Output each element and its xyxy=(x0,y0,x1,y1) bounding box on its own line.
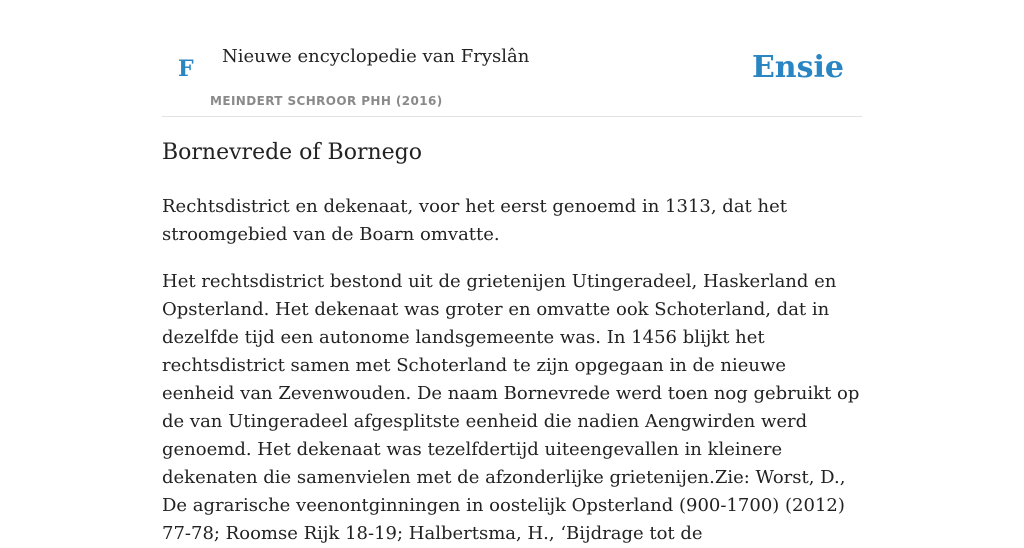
article xyxy=(162,140,862,548)
article-paragraph: Rechtsdistrict en dekenaat, voor het eerst genoemd in 1313, dat het stroomgebied van de Boarn omvatte. xyxy=(162,196,787,245)
source-logo-icon[interactable]: F xyxy=(178,56,194,82)
source-author: MEINDERT SCHROOR PHH (2016) xyxy=(210,94,443,108)
article-title: Bornevrede of Bornego xyxy=(162,140,423,165)
brand-logo-link[interactable]: Ensie xyxy=(751,50,844,85)
article-paragraph: Het rechtsdistrict bestond uit de grietenijen Utingeradeel, Haskerland en Opsterland. Het dekenaat was groter en omvatte ook Schoterland, dat in dezelfde tijd een autonome landsgemeente was. In 1456 blijkt het rechtsdistrict samen met Schoterland te zijn opgegaan in de nieuwe eenheid van Zevenwouden. De naam Bornevrede werd toen nog gebruikt op de van Utingeradeel afgesplitste eenheid die nadien Aengwirden werd genoemd. Het dekenaat was tezelfdertijd uiteengevallen in kleinere dekenaten die samenvielen met de afzonderlijke grietenijen.Zie: Worst, D., De agrarische veenontginningen in oostelijk Opsterland (900-1700) (2012) 77-78; Roomse Rijk 18-19; Halbertsma, H., ‘Bijdrage tot de xyxy=(162,271,860,544)
source-title-link[interactable]: Nieuwe encyclopedie van Fryslân xyxy=(222,46,530,67)
source-header xyxy=(162,0,862,117)
